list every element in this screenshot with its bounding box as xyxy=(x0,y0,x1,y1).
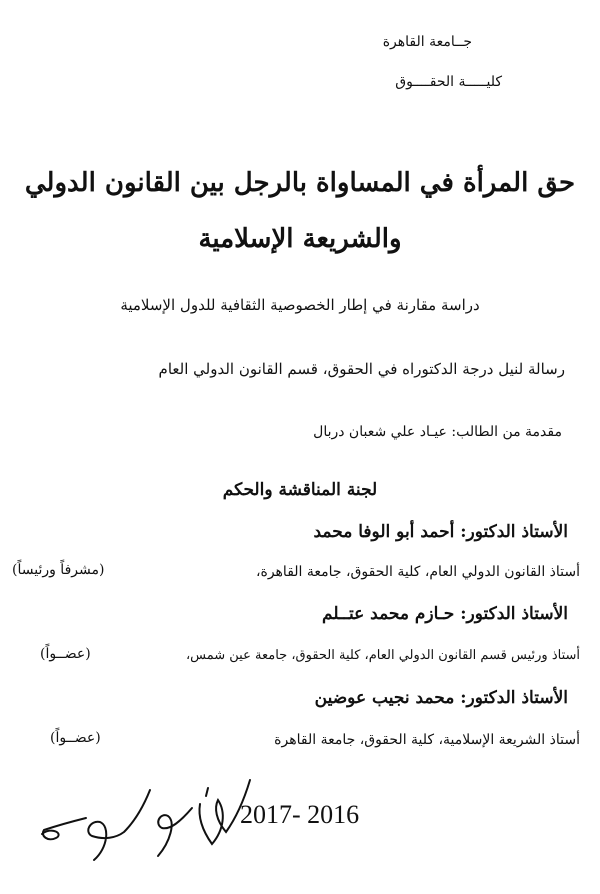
thesis-title-line-2: والشريعة الإسلامية xyxy=(198,224,402,254)
thesis-title-line-1: حق المرأة في المساواة بالرجل بين القانون الدولي xyxy=(24,168,576,198)
committee-member-2-role: (عضــواً) xyxy=(40,646,91,662)
academic-years: 2017- 2016 xyxy=(240,800,360,829)
committee-member-3-name: الأستاذ الدكتور: محمد نجيب عوضين xyxy=(314,688,568,708)
faculty-name: كليـــــة الحقــــوق xyxy=(395,74,502,90)
student-line: مقدمة من الطالب: عيـاد علي شعبان دربال xyxy=(313,424,562,440)
committee-member-3-description: أستاذ الشريعة الإسلامية، كلية الحقوق، جامعة القاهرة xyxy=(274,732,580,748)
committee-heading: لجنة المناقشة والحكم xyxy=(222,480,378,500)
committee-member-2-name: الأستاذ الدكتور: حـازم محمد عتــلم xyxy=(322,604,568,624)
handwritten-signature xyxy=(30,760,260,870)
committee-member-1-role: (مشرفاً ورئيساً) xyxy=(12,562,105,578)
committee-member-2-description: أستاذ ورئيس قسم القانون الدولي العام، كلية الحقوق، جامعة عين شمس، xyxy=(185,648,580,663)
committee-member-3-role: (عضــواً) xyxy=(50,730,101,746)
committee-member-1-name: الأستاذ الدكتور: أحمد أبو الوفا محمد xyxy=(313,522,568,542)
committee-member-1-description: أستاذ القانون الدولي العام، كلية الحقوق، جامعة القاهرة، xyxy=(255,564,580,580)
university-name: جــامعة القاهرة xyxy=(382,34,472,50)
thesis-statement: رسالة لنيل درجة الدكتوراه في الحقوق، قسم القانون الدولي العام xyxy=(158,360,565,378)
thesis-subtitle: دراسة مقارنة في إطار الخصوصية الثقافية للدول الإسلامية xyxy=(120,296,480,314)
